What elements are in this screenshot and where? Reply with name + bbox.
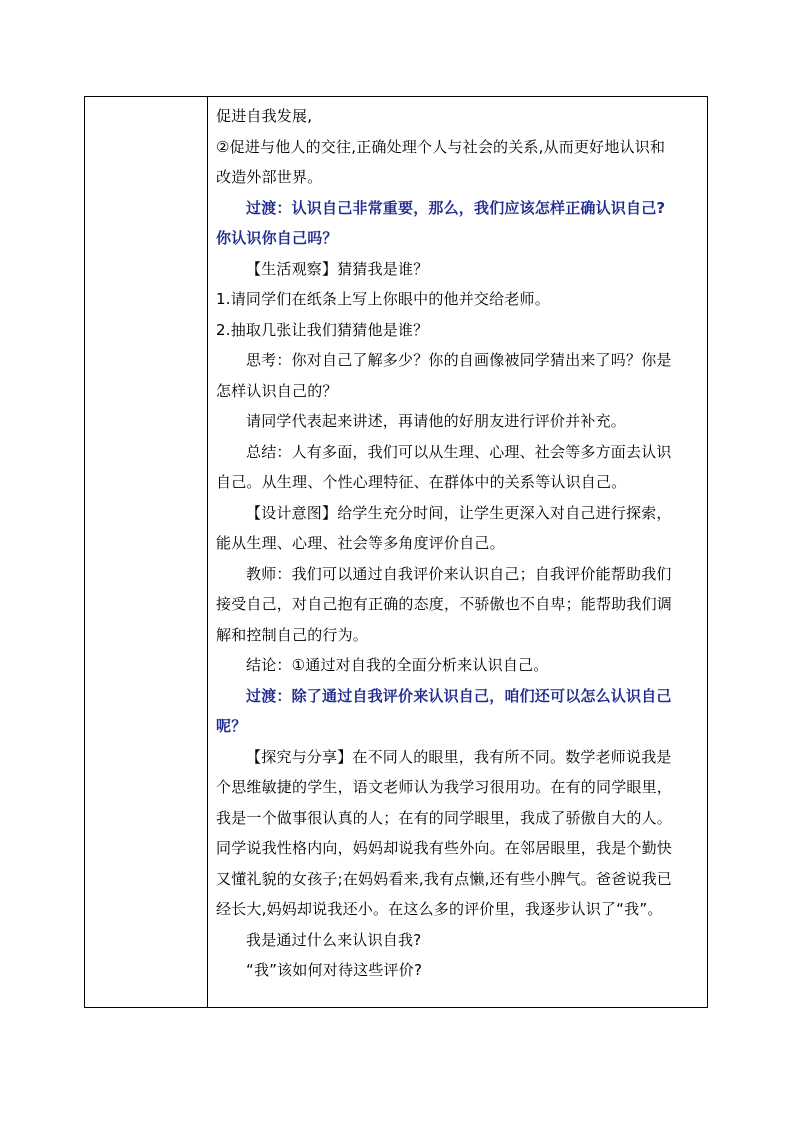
- text-line: 【探究与分享】在不同人的眼里，我有所不同。数学老师说我是: [246, 747, 672, 766]
- text-line: 2.抽取几张让我们猜猜他是谁？: [216, 320, 429, 339]
- transition-heading-line: 过渡：认识自己非常重要，那么，我们应该怎样正确认识自己?: [246, 198, 666, 217]
- text-line: 我是一个做事很认真的人；在有的同学眼里，我成了骄傲自大的人。: [216, 808, 673, 827]
- text-line: 能从生理、心理、社会等多角度评价自己。: [216, 534, 505, 552]
- text-line: 1.请同学们在纸条上写上你眼中的他并交给老师。: [216, 290, 550, 308]
- text-line: 同学说我性格内向，妈妈却说我有些外向。在邻居眼里，我是个勤快: [216, 839, 673, 857]
- text-line: 结论：①通过对自我的全面分析来认识自己。: [246, 656, 549, 674]
- text-line: 怎样认识自己的？: [216, 381, 338, 400]
- text-line: 自己。从生理、个性心理特征、在群体中的关系等认识自己。: [216, 473, 627, 491]
- text-line: 接受自己，对自己抱有正确的态度，不骄傲也不自卑；能帮助我们调: [216, 595, 673, 613]
- text-line: 教师：我们可以通过自我评价来认识自己；自我评价能帮助我们: [246, 564, 672, 583]
- text-line: 经长大,妈妈却说我还小。在这么多的评价里，我逐步认识了“我”。: [216, 900, 663, 918]
- lesson-table: [84, 96, 708, 1008]
- text-line: 促进自我发展,: [216, 107, 313, 125]
- text-line: 【设计意图】给学生充分时间，让学生更深入对自己进行探索，: [246, 503, 672, 522]
- text-line: 又懂礼貌的女孩子;在妈妈看来,我有点懒,还有些小脾气。爸爸说我已: [216, 869, 672, 888]
- text-line: ②促进与他人的交往,正确处理个人与社会的关系,从而更好地认识和: [216, 137, 666, 156]
- column-divider: [207, 97, 208, 1007]
- text-line: 请同学代表起来讲述，再请他的好朋友进行评价并补充。: [246, 412, 627, 430]
- text-line: 个思维敏捷的学生，语文老师认为我学习很用功。在有的同学眼里，: [216, 778, 673, 796]
- transition-heading-line: 呢？: [216, 717, 247, 735]
- transition-heading-line: 你认识你自己吗？: [216, 229, 338, 247]
- transition-heading-line: 过渡：除了通过自我评价来认识自己，咱们还可以怎么认识自己: [246, 686, 672, 705]
- table-left-cell: [85, 97, 207, 1007]
- text-line: 【生活观察】猜猜我是谁？: [246, 259, 429, 278]
- text-line: 我是通过什么来认识自我?: [246, 930, 422, 949]
- text-line: 总结：人有多面，我们可以从生理、心理、社会等多方面去认识: [246, 442, 672, 461]
- text-line: 解和控制自己的行为。: [216, 625, 369, 644]
- lesson-content-cell: [216, 101, 704, 986]
- text-line: 思考：你对自己了解多少？你的自画像被同学猜出来了吗？你是: [246, 351, 672, 369]
- text-line: “我”该如何对待这些评价?: [246, 961, 423, 979]
- text-line: 改造外部世界。: [216, 168, 323, 186]
